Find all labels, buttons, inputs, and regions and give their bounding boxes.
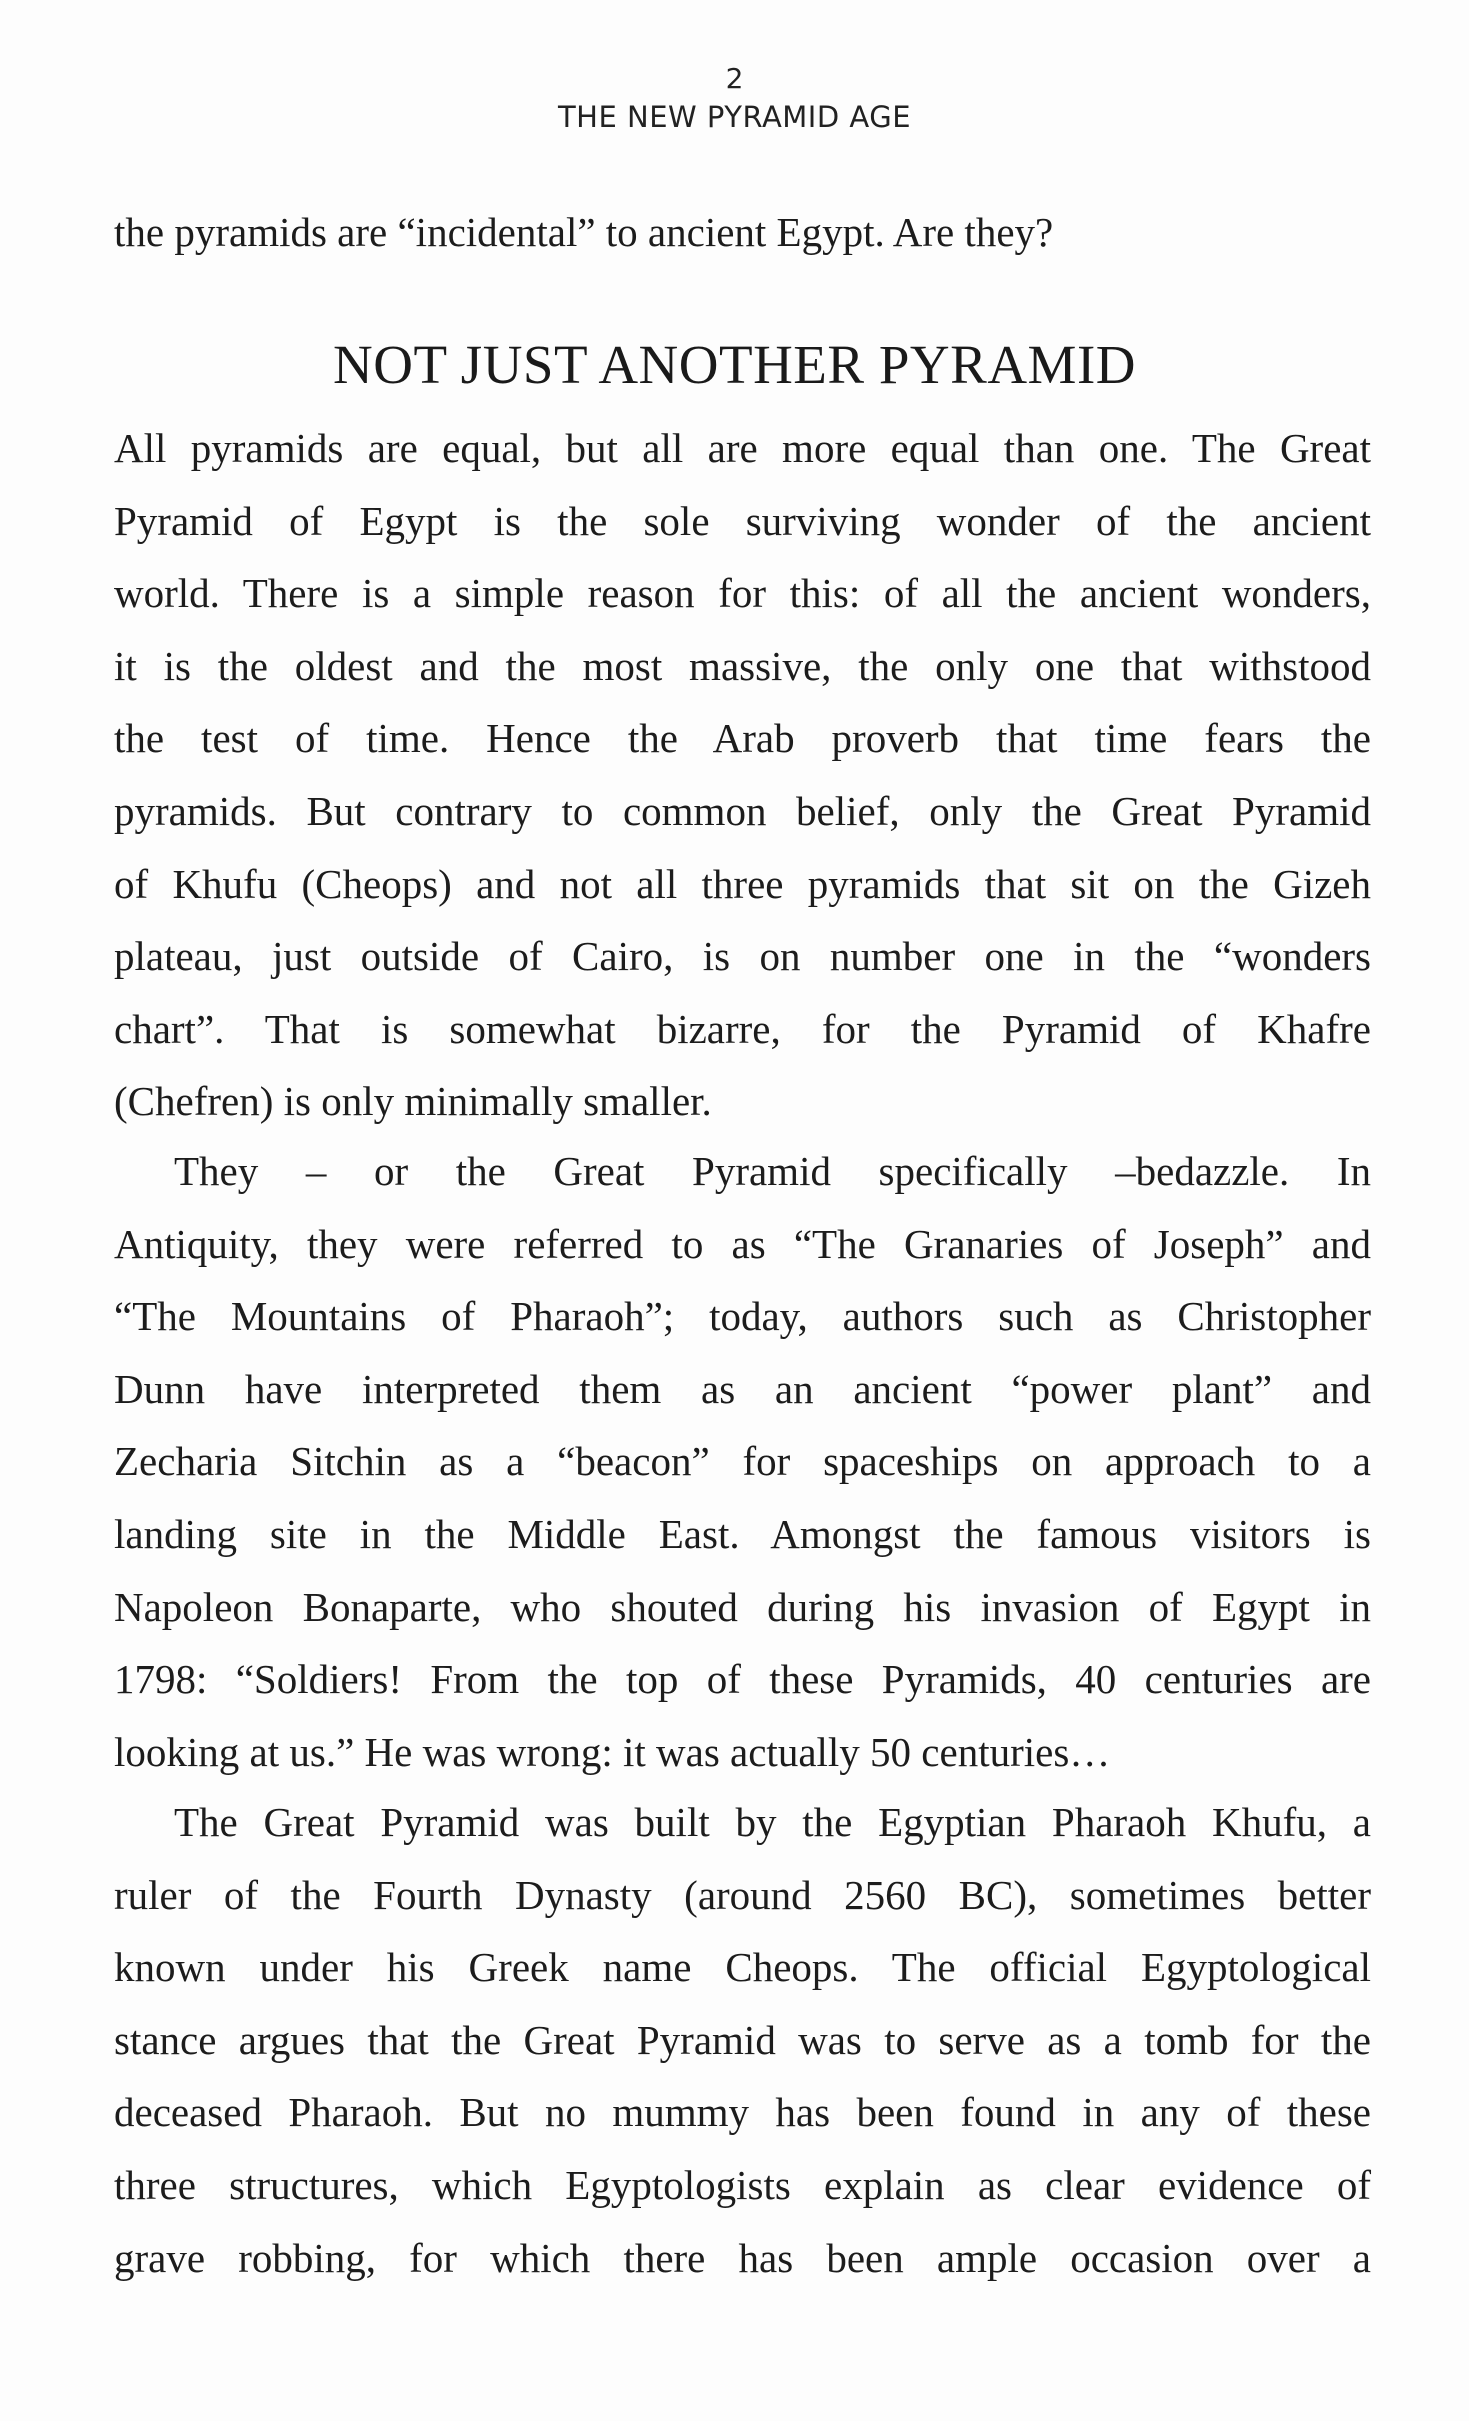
text-line: grave robbing, for which there has been ample occasion over a [114,2234,1371,2281]
text-line: (Chefren) is only minimally smaller. [114,1078,712,1125]
text-line: chart”. That is somewhat bizarre, for the Pyramid of Khafre [114,1005,1371,1052]
text-line: ruler of the Fourth Dynasty (around 2560 BC), sometimes better [114,1871,1371,1918]
text-line: stance argues that the Great Pyramid was to serve as a tomb for the [114,2016,1371,2063]
running-head-title: THE NEW PYRAMID AGE [557,100,912,134]
text-line: All pyramids are equal, but all are more equal than one. The Great [114,425,1371,471]
text-line: pyramids. But contrary to common belief, only the Great Pyramid [114,787,1371,834]
text-line: it is the oldest and the most massive, the only one that withstood [114,642,1371,689]
text-line: three structures, which Egyptologists explain as clear evidence of [114,2161,1371,2208]
text-line: landing site in the Middle East. Amongst the famous visitors is [114,1510,1371,1557]
text-line: of Khufu (Cheops) and not all three pyramids that sit on the Gizeh [114,860,1371,907]
text-line: world. There is a simple reason for this: of all the ancient wonders, [114,570,1371,617]
text-line: plateau, just outside of Cairo, is on number one in the “wonders [114,933,1371,980]
text-line: Pyramid of Egypt is the sole surviving wonder of the ancient [114,497,1371,544]
text-line: Napoleon Bonaparte, who shouted during his invasion of Egypt in [114,1583,1371,1630]
paragraph [114,1135,1371,1788]
text-line: “The Mountains of Pharaoh”; today, authors such as Christopher [114,1293,1371,1340]
text-line: deceased Pharaoh. But no mummy has been found in any of these [114,2089,1371,2136]
text-line: The Great Pyramid was built by the Egyptian Pharaoh Khufu, a [174,1799,1371,1845]
text-line: looking at us.” He was wrong: it was actually 50 centuries… [114,1728,1111,1775]
text-line: Dunn have interpreted them as an ancient “power plant” and [114,1365,1371,1412]
text-line: Antiquity, they were referred to as “The Granaries of Joseph” and [114,1220,1371,1267]
text-line: known under his Greek name Cheops. The official Egyptological [114,1944,1371,1991]
paragraph [114,412,1371,1138]
paragraph [114,1786,1371,2294]
text-line: Zecharia Sitchin as a “beacon” for spaceships on approach to a [114,1438,1371,1485]
text-line: the test of time. Hence the Arab proverb that time fears the [114,715,1371,762]
text-line: 1798: “Soldiers! From the top of these Pyramids, 40 centuries are [114,1656,1371,1703]
continued-text [114,196,1371,269]
text-line: They – or the Great Pyramid specifically –bedazzle. In [174,1148,1371,1194]
section-heading: NOT JUST ANOTHER PYRAMID [333,334,1136,395]
page-number: 2 [725,62,744,95]
text-line: the pyramids are “incidental” to ancient Egypt. Are they? [114,209,1054,255]
